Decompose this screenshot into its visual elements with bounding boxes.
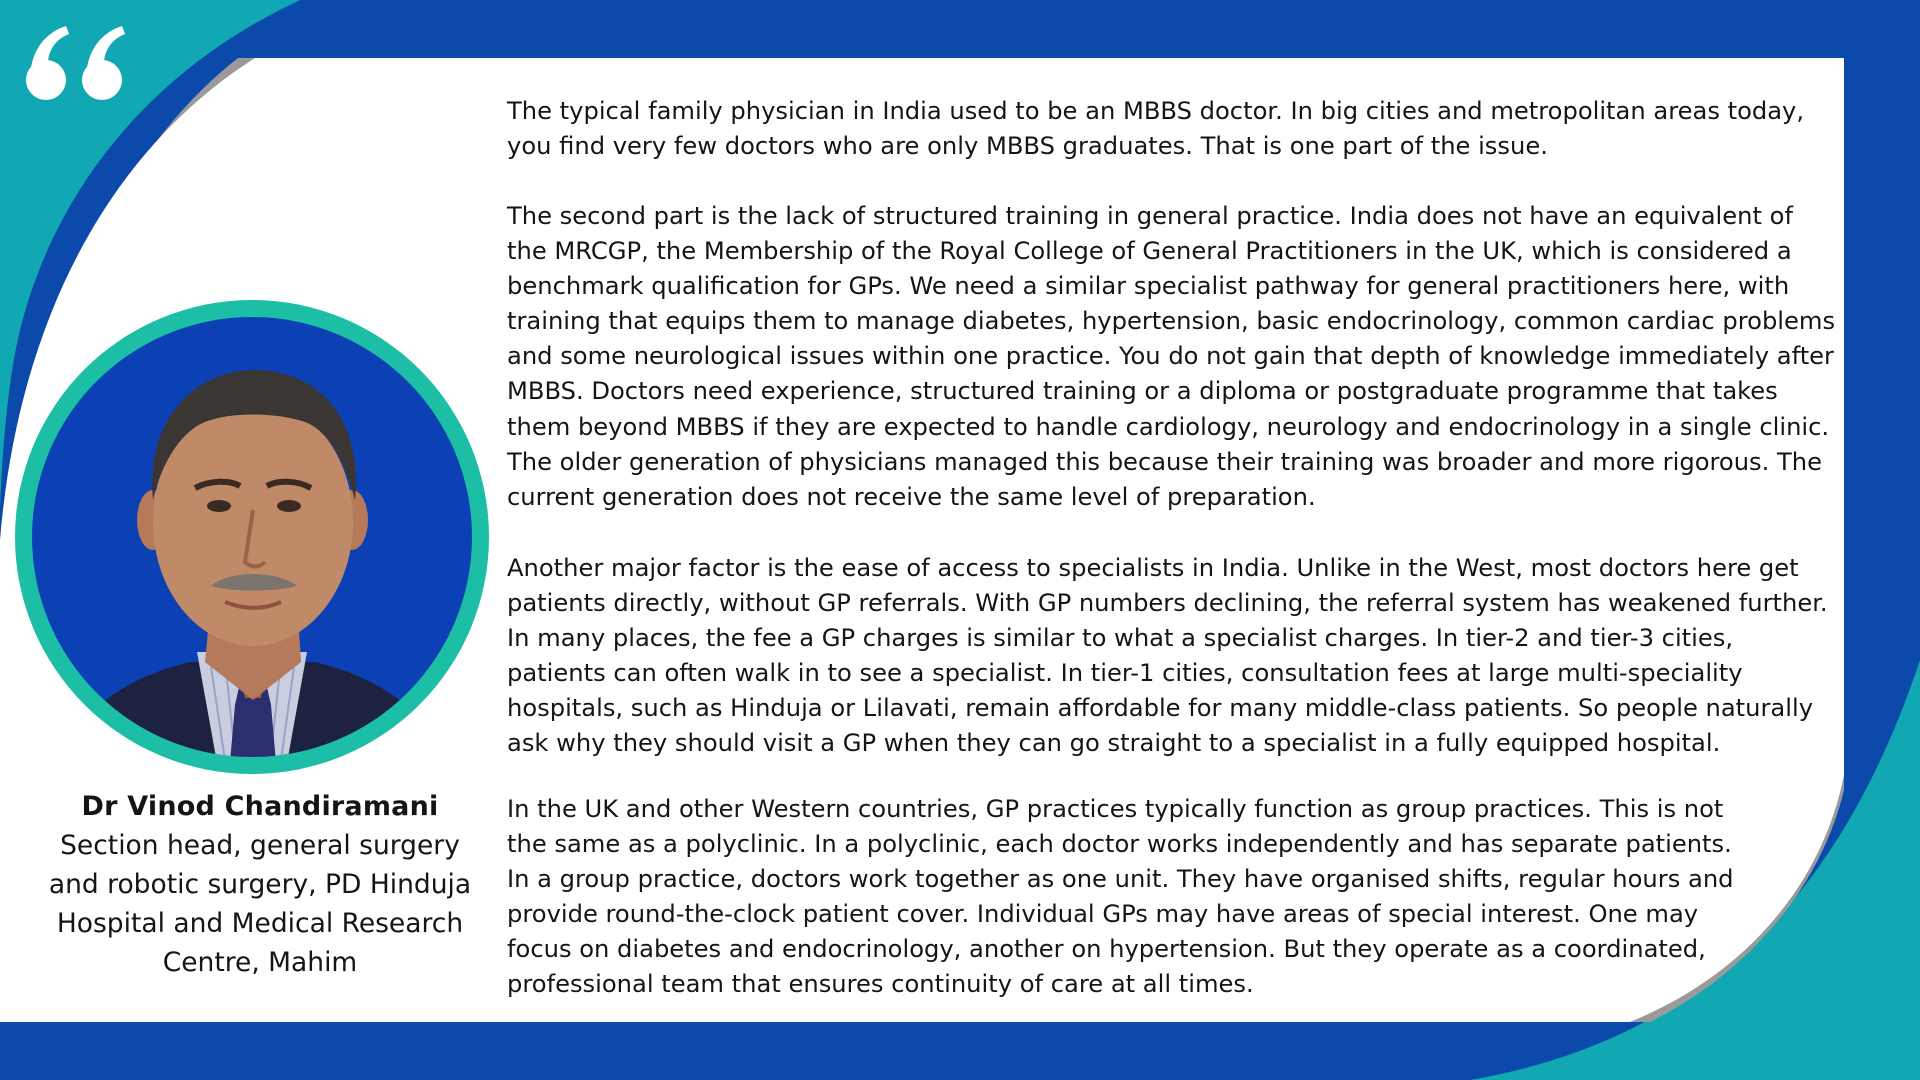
speaker-title: Section head, general surgery and robotic surgery, PD Hinduja Hospital and Medical Research Centre, Mahim: [48, 830, 472, 978]
quote-paragraph-1: The typical family physician in India used to be an MBBS doctor. In big cities and metropolitan areas today, you find very few doctors who are only MBBS graduates. That is one part of the issue.: [507, 97, 1805, 161]
quote-paragraph-4: In the UK and other Western countries, GP practices typically function as group practices. This is not the same as a polyclinic. In a polyclinic, each doctor works independently and has separate patients. In a group practice, doctors work together as one unit. They have organised shifts, regular hours and provide round-the-clock patient cover. Individual GPs may have areas of special interest. One may focus on diabetes and endocrinology, another on hypertension. But they operate as a coordinated, professional team that ensures continuity of care at all times.: [507, 795, 1734, 999]
quote-paragraph-2: The second part is the lack of structured training in general practice. India does not have an equivalent of the MRCGP, the Membership of the Royal College of General Practitioners in the UK, which is considered a benchmark qualification for GPs. We need a similar specialist pathway for general practitioners here, with training that equips them to manage diabetes, hypertension, basic endocrinology, common cardiac problems and some neurological issues within one practice. You do not gain that depth of knowledge immediately after MBBS. Doctors need experience, structured training or a diploma or postgraduate programme that takes them beyond MBBS if they are expected to handle cardiology, neurology and endocrinology in a single clinic. The older generation of physicians managed this because their training was broader and more rigorous. The current generation does not receive the same level of preparation.: [507, 202, 1836, 511]
speaker-portrait: [15, 300, 489, 774]
speaker-caption: [34, 788, 486, 982]
open-double-quote-icon: [26, 22, 130, 102]
speaker-name: Dr Vinod Chandiramani: [81, 791, 439, 822]
quote-paragraph-3: Another major factor is the ease of access to specialists in India. Unlike in the West, most doctors here get patients directly, without GP referrals. With GP numbers declining, the referral system has weakened further. In many places, the fee a GP charges is similar to what a specialist charges. In tier-2 and tier-3 cities, patients can often walk in to see a specialist. In tier-1 cities, consultation fees at large multi-speciality hospitals, such as Hinduja or Lilavati, remain affordable for many middle-class patients. So people naturally ask why they should visit a GP when they can go straight to a specialist in a fully equipped hospital.: [507, 554, 1828, 758]
